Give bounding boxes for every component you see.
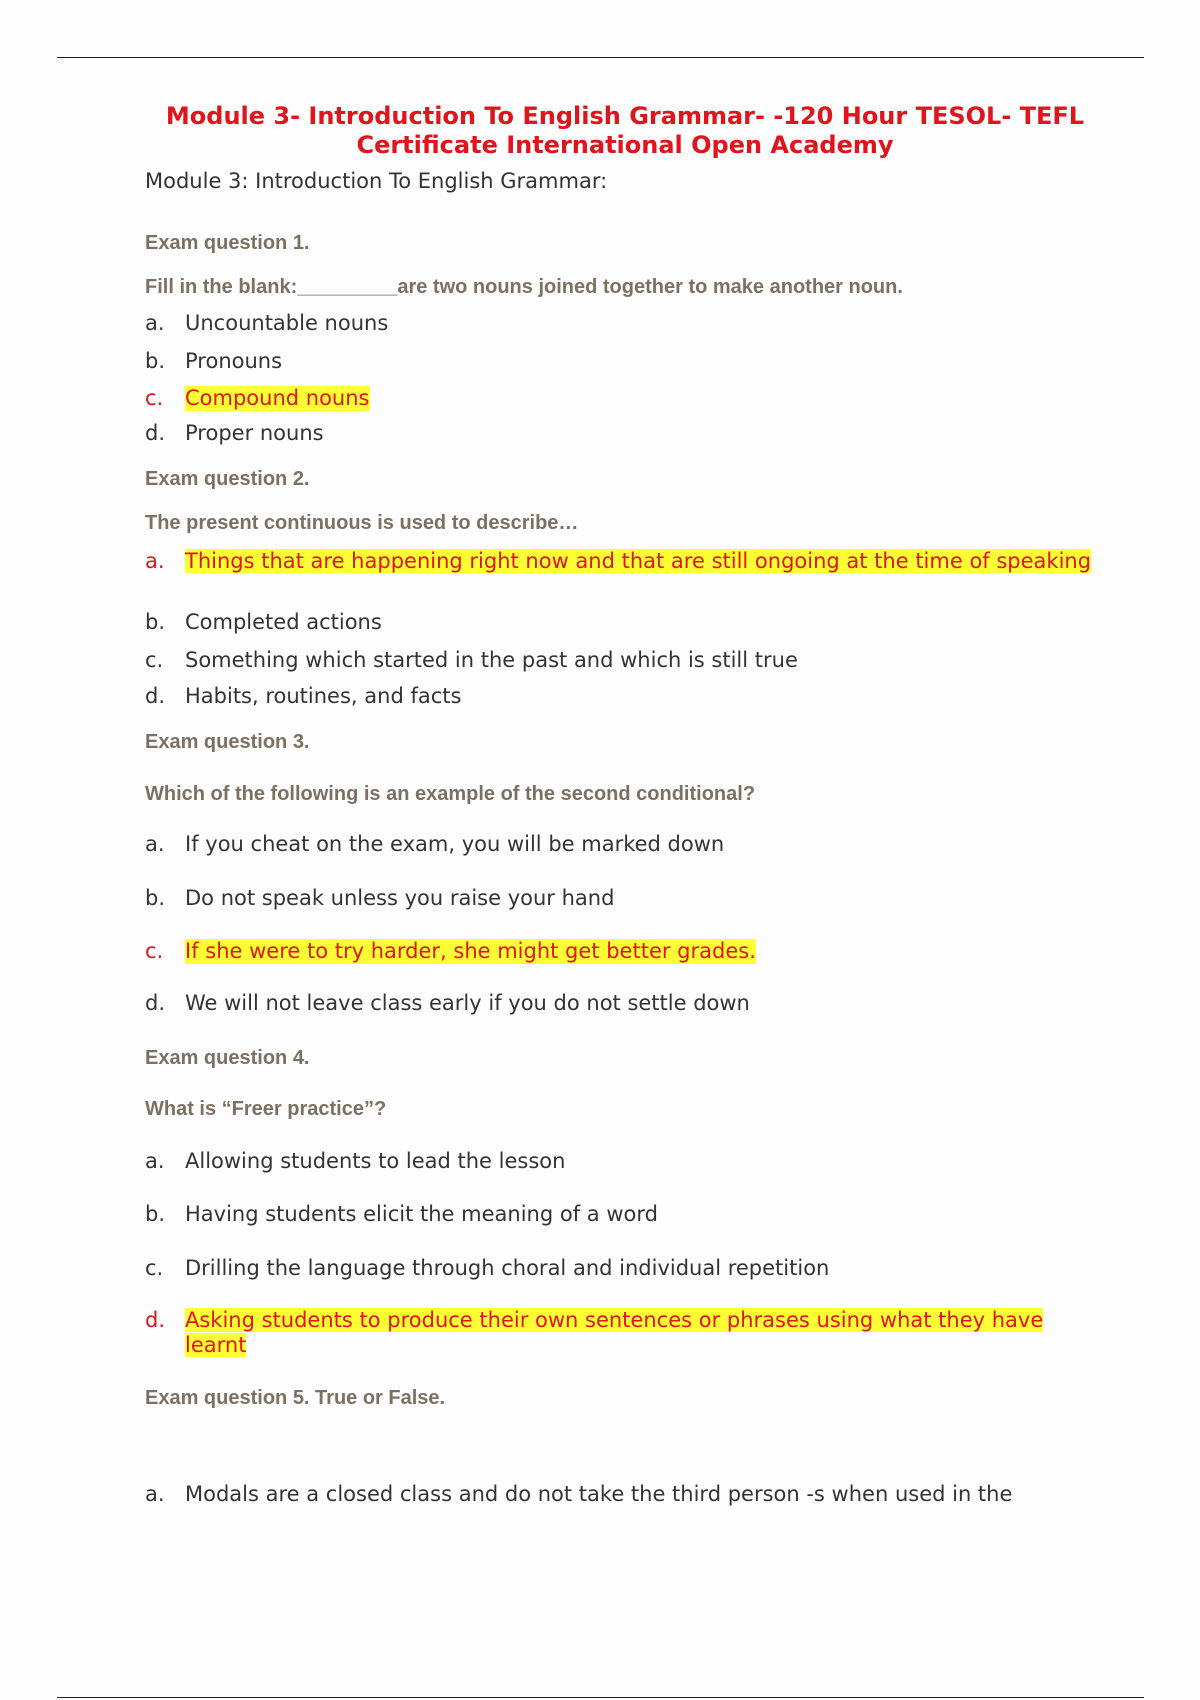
option-letter: a. <box>145 1482 165 1506</box>
option-letter: c. <box>145 939 164 963</box>
option-letter: b. <box>145 886 166 910</box>
option-text: If you cheat on the exam, you will be marked down <box>185 832 725 856</box>
option-letter: d. <box>145 684 166 708</box>
option-text: Modals are a closed class and do not take the third person -s when used in the <box>185 1482 1013 1506</box>
option-letter: a. <box>145 1149 165 1173</box>
option-letter: c. <box>145 648 164 672</box>
question-2-heading: Exam question 2. <box>145 468 310 490</box>
correct-answer-wrapper <box>185 549 1105 574</box>
option-letter: b. <box>145 1202 166 1226</box>
correct-answer-text: Asking students to produce their own sentences or phrases using what they have learnt <box>185 1308 1044 1357</box>
option-text: Drilling the language through choral and individual repetition <box>185 1256 830 1280</box>
option-text: We will not leave class early if you do not settle down <box>185 991 750 1015</box>
bottom-rule <box>57 1697 1144 1698</box>
module-subtitle: Module 3: Introduction To English Grammar: <box>145 169 608 193</box>
question-2-prompt: The present continuous is used to describe… <box>145 512 579 534</box>
option-letter: d. <box>145 991 166 1015</box>
option-letter: d. <box>145 421 166 445</box>
correct-answer-text: Things that are happening right now and that are still ongoing at the time of speaking <box>185 549 1092 573</box>
option-text: Habits, routines, and facts <box>185 684 462 708</box>
option-text: Proper nouns <box>185 421 324 445</box>
option-letter: b. <box>145 349 166 373</box>
question-1-heading: Exam question 1. <box>145 232 310 254</box>
question-3-heading: Exam question 3. <box>145 731 310 753</box>
question-3-prompt: Which of the following is an example of the second conditional? <box>145 783 756 805</box>
document-title: Module 3- Introduction To English Grammar- -120 Hour TESOL- TEFL Certificate International Open Academy <box>165 102 1085 159</box>
option-letter: a. <box>145 311 165 335</box>
correct-answer-text: If she were to try harder, she might get better grades. <box>185 939 756 963</box>
correct-answer-wrapper <box>185 1308 1105 1358</box>
option-text: Completed actions <box>185 610 382 634</box>
option-text: Pronouns <box>185 349 283 373</box>
option-letter: a. <box>145 549 165 573</box>
option-letter: c. <box>145 1256 164 1280</box>
option-text: Uncountable nouns <box>185 311 389 335</box>
correct-answer-text: Compound nouns <box>185 386 370 410</box>
option-letter: c. <box>145 386 164 410</box>
option-text: Allowing students to lead the lesson <box>185 1149 566 1173</box>
option-letter: d. <box>145 1308 166 1332</box>
option-text: Something which started in the past and which is still true <box>185 648 798 672</box>
question-1-prompt: Fill in the blank:_________are two nouns joined together to make another noun. <box>145 276 903 298</box>
top-rule <box>57 57 1144 58</box>
question-5-heading: Exam question 5. True or False. <box>145 1387 446 1409</box>
option-letter: b. <box>145 610 166 634</box>
option-letter: a. <box>145 832 165 856</box>
question-4-heading: Exam question 4. <box>145 1047 310 1069</box>
option-text: Do not speak unless you raise your hand <box>185 886 615 910</box>
option-text: Having students elicit the meaning of a word <box>185 1202 658 1226</box>
question-4-prompt: What is “Freer practice”? <box>145 1098 387 1120</box>
